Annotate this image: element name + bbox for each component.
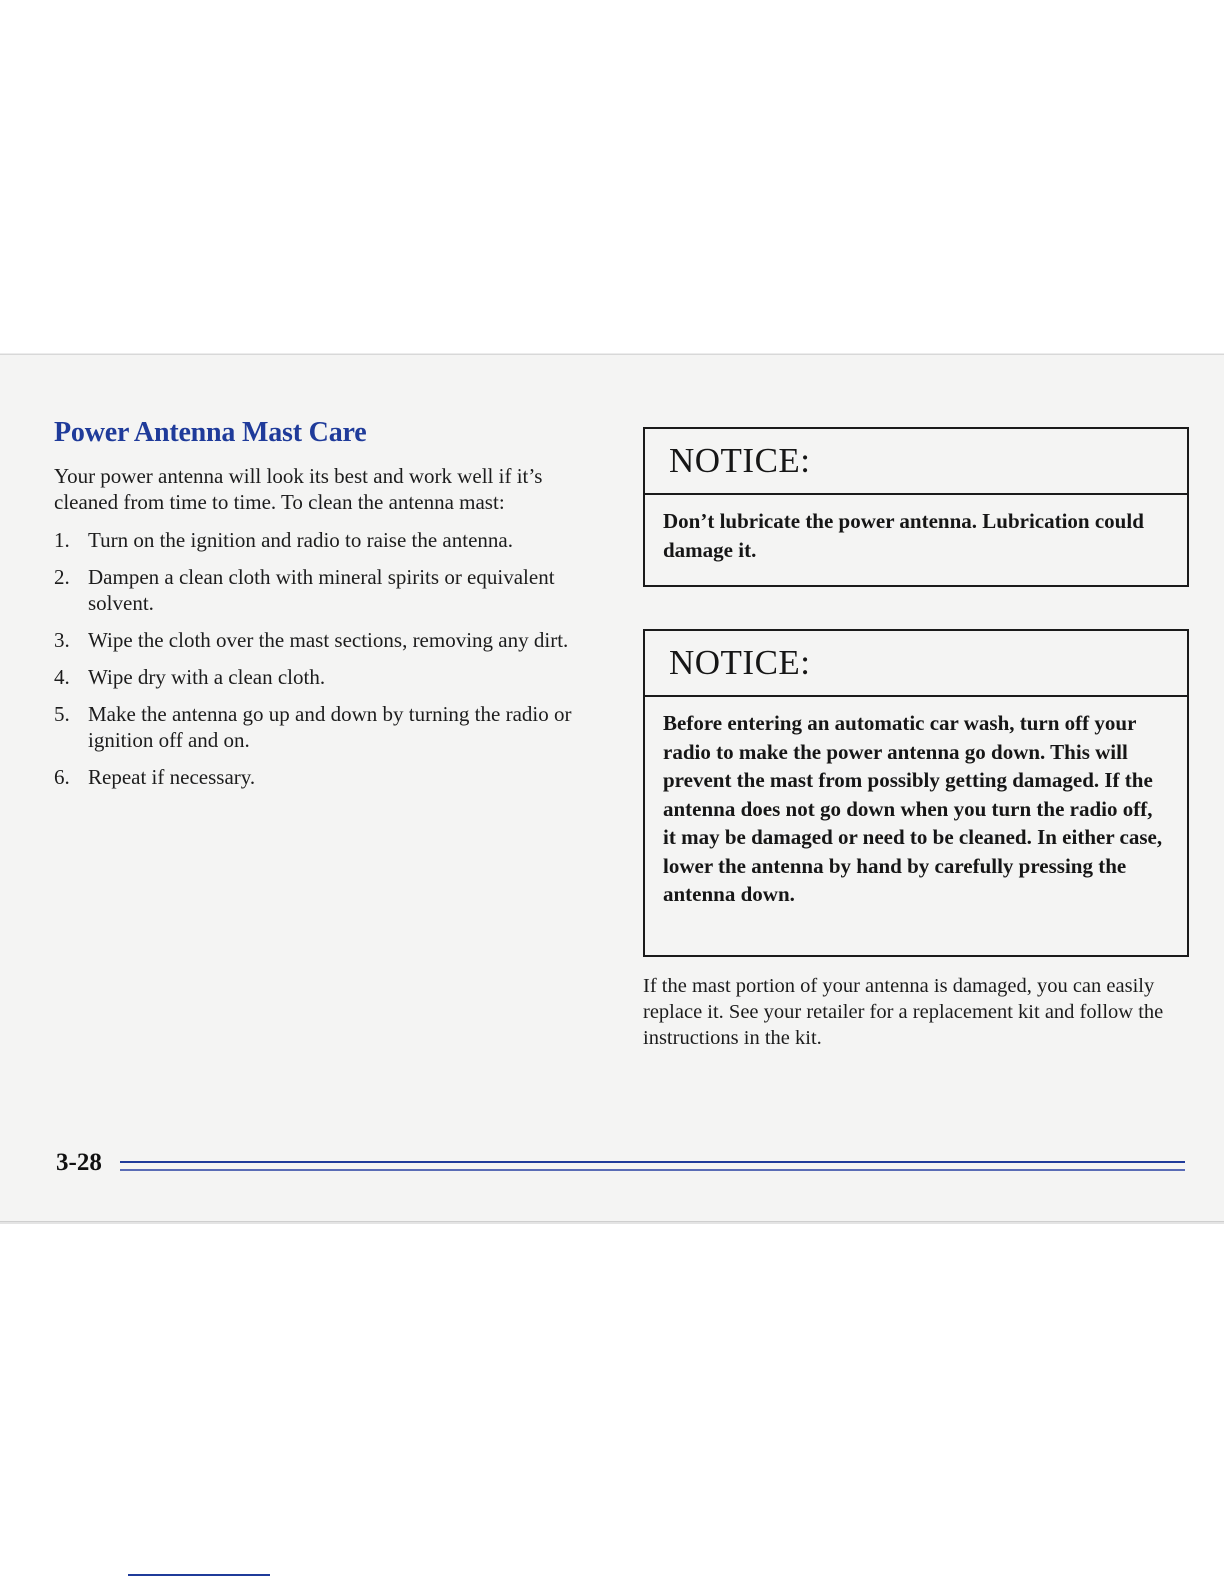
step-text: Wipe dry with a clean cloth. xyxy=(88,665,326,689)
left-column xyxy=(54,417,584,801)
replacement-paragraph: If the mast portion of your antenna is damaged, you can easily replace it. See your retailer for a replacement kit and follow the instructions in the kit. xyxy=(643,975,1164,1049)
bottom-divider xyxy=(128,1574,270,1576)
notice-heading: NOTICE: xyxy=(645,429,1187,495)
notice-heading: NOTICE: xyxy=(645,631,1187,697)
steps-list xyxy=(54,527,584,790)
footer-rule-secondary xyxy=(120,1169,1185,1171)
notice-body: Don’t lubricate the power antenna. Lubrication could damage it. xyxy=(663,509,1144,562)
list-item xyxy=(54,664,584,690)
list-item xyxy=(54,564,584,616)
step-text: Turn on the ignition and radio to raise the antenna. xyxy=(88,528,513,552)
notice-body: Before entering an automatic car wash, turn off your radio to make the power antenna go down. This will prevent the mast from possibly getting damaged. If the antenna does not go down when you turn the radio off, it may be damaged or need to be cleaned. In either case, lower the antenna by hand by carefully pressing the antenna down. xyxy=(663,711,1163,906)
notice-box-lubrication xyxy=(643,427,1189,587)
step-text: Make the antenna go up and down by turning the radio or ignition off and on. xyxy=(88,702,572,752)
manual-page xyxy=(0,354,1224,1222)
notice-box-car-wash xyxy=(643,629,1189,957)
step-number: 3. xyxy=(54,628,70,652)
step-number: 4. xyxy=(54,665,70,689)
step-text: Dampen a clean cloth with mineral spirits or equivalent solvent. xyxy=(88,565,555,615)
step-text: Repeat if necessary. xyxy=(88,765,256,789)
list-item xyxy=(54,527,584,553)
section-title: Power Antenna Mast Care xyxy=(54,417,367,448)
intro-paragraph: Your power antenna will look its best and work well if it’s cleaned from time to time. To clean the antenna mast: xyxy=(54,464,543,514)
step-number: 1. xyxy=(54,528,70,552)
step-text: Wipe the cloth over the mast sections, removing any dirt. xyxy=(88,628,569,652)
footer-rule xyxy=(120,1161,1185,1163)
list-item xyxy=(54,764,584,790)
list-item xyxy=(54,701,584,753)
step-number: 6. xyxy=(54,765,70,789)
list-item xyxy=(54,627,584,653)
page-number: 3-28 xyxy=(56,1149,102,1176)
step-number: 2. xyxy=(54,565,70,589)
step-number: 5. xyxy=(54,702,70,726)
